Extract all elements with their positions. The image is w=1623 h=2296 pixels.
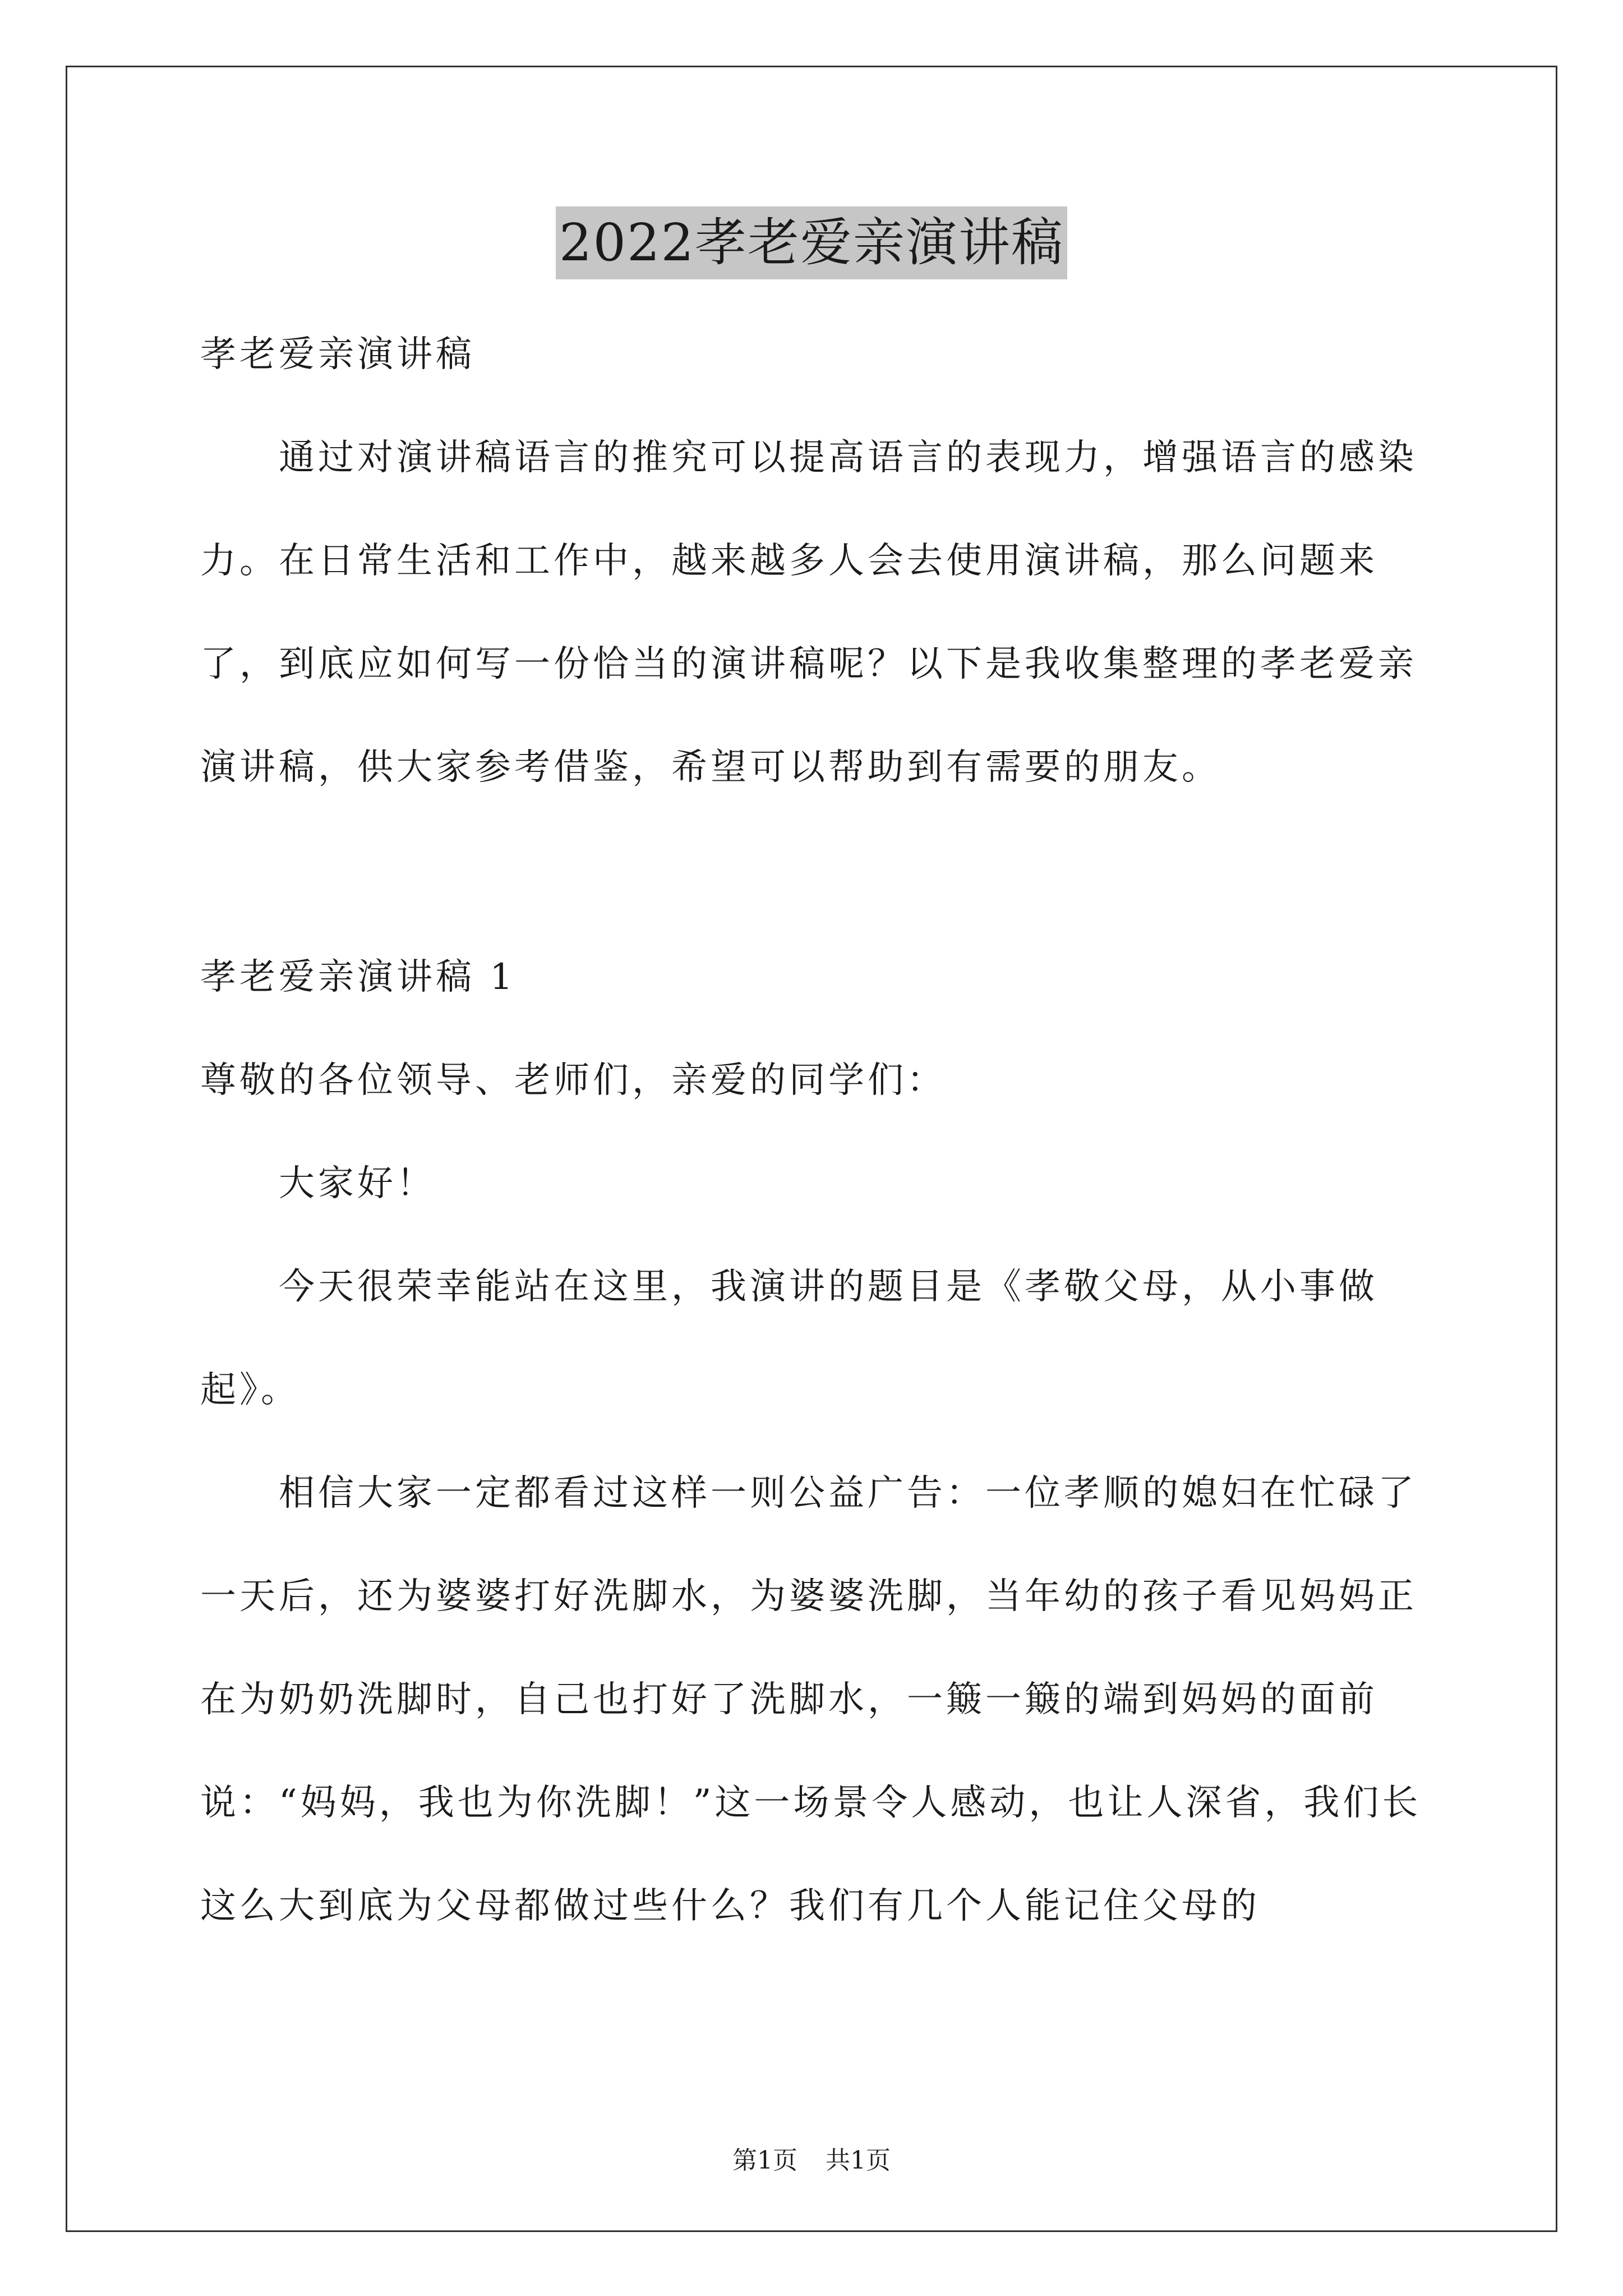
title-container	[0, 206, 1623, 279]
subtitle-paragraph: 孝老爱亲演讲稿	[200, 334, 475, 375]
greeting-paragraph: 大家好！	[279, 1163, 436, 1204]
salutation-paragraph: 尊敬的各位领导、老师们，亲爱的同学们：	[200, 1060, 946, 1101]
topic-paragraph: 今天很荣幸能站在这里，我演讲的题目是《孝敬父母，从小事做起》。	[200, 1266, 1378, 1411]
page-total: 共1页	[826, 2146, 891, 2175]
section-heading: 孝老爱亲演讲稿 1	[200, 956, 517, 998]
page-footer	[0, 2144, 1623, 2178]
document-body	[200, 303, 1440, 1958]
intro-paragraph: 通过对演讲稿语言的推究可以提高语言的表现力，增强语言的感染力。在日常生活和工作中，越来越多人会去使用演讲稿，那么问题来了，到底应如何写一份恰当的演讲稿呢？以下是我收集整理的孝老爱亲演讲稿，供大家参考借鉴，希望可以帮助到有需要的朋友。	[200, 437, 1417, 788]
document-title: 2022孝老爱亲演讲稿	[556, 206, 1067, 279]
page-number: 第1页	[732, 2146, 797, 2175]
story-paragraph: 相信大家一定都看过这样一则公益广告：一位孝顺的媳妇在忙碌了一天后，还为婆婆打好洗脚水，为婆婆洗脚，当年幼的孩子看见妈妈正在为奶奶洗脚时，自己也打好了洗脚水，一簸一簸的端到妈妈的面前说：“妈妈，我也为你洗脚！”这一场景令人感动，也让人深省，我们长这么大到底为父母都做过些什么？我们有几个人能记住父母的	[200, 1473, 1422, 1927]
